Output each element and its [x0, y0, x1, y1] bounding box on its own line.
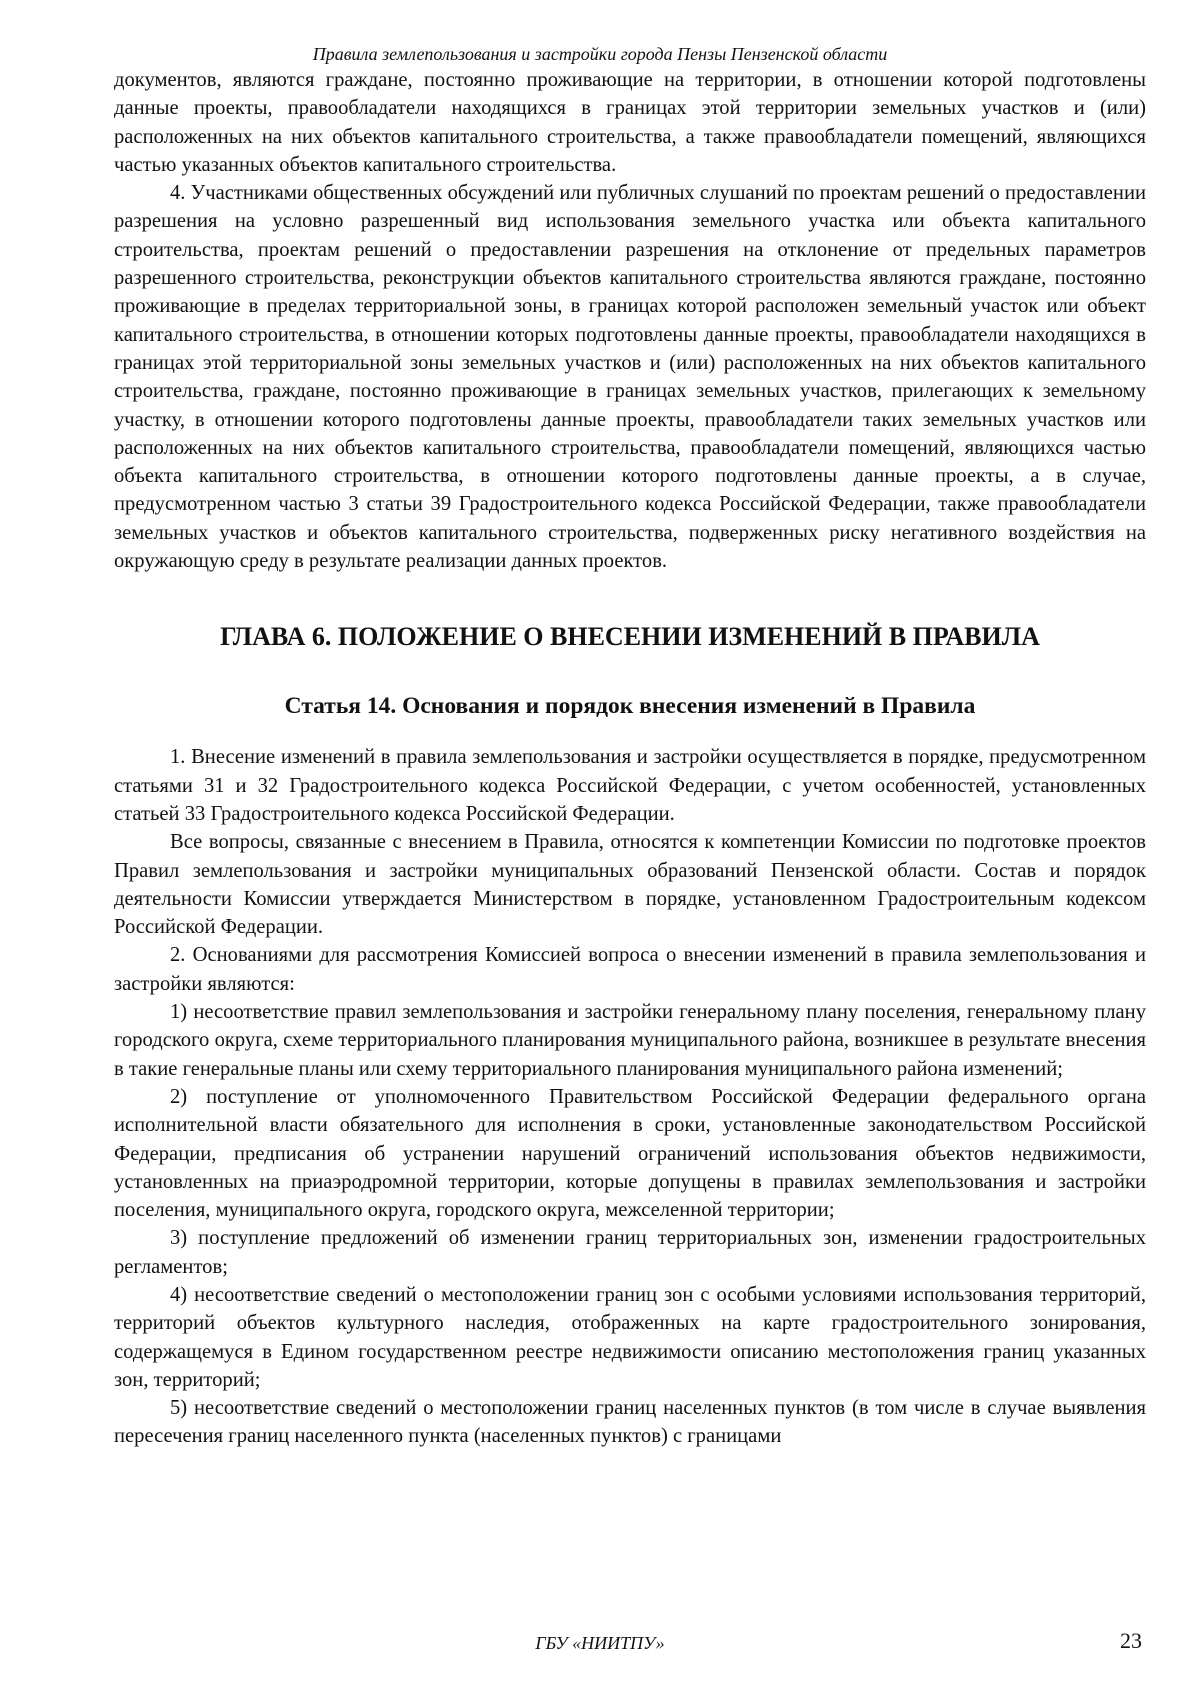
list-item-3: 3) поступление предложений об изменении границ территориальных зон, изменении градостроительных регламентов;	[114, 1227, 1146, 1278]
article-heading: Статья 14. Основания и порядок внесения изменений в Правила	[284, 693, 976, 720]
chapter-heading: ГЛАВА 6. ПОЛОЖЕНИЕ О ВНЕСЕНИИ ИЗМЕНЕНИЙ В ПРАВИЛА	[220, 622, 1040, 652]
paragraph-commission: Все вопросы, связанные с внесением в Правила, относятся к компетенции Комиссии по подготовке проектов Правил землепользования и застройки муниципальных образований Пензенской области. Состав и порядок деятельности Комиссии утверждается Министерством в порядке, установленном Градостроительным кодексом Российской Федерации.	[114, 831, 1146, 939]
paragraph-1: 1. Внесение изменений в правила землепользования и застройки осуществляется в порядке, предусмотренном статьями 31 и 32 Градостроительного кодекса Российской Федерации, с учетом особенностей, установленных статьей 33 Градостроительного кодекса Российской Федерации.	[114, 746, 1146, 825]
spacer	[114, 721, 1146, 743]
list-item-4: 4) несоответствие сведений о местоположении границ зон с особыми условиями использования территорий, территорий объектов культурного наследия, отображенных на карте градостроительного зонирования, содержащемуся в Едином государственном реестре недвижимости описанию местоположения границ указанных зон, территорий;	[114, 1283, 1146, 1391]
document-body	[114, 66, 1146, 1451]
list-item-2: 2) поступление от уполномоченного Правительством Российской Федерации федерального органа исполнительной власти обязательного для исполнения в сроки, установленные законодательством Российской Федерации, предписания об устранении нарушений ограничений использования объектов недвижимости, установленных на приаэродромной территории, которые допущены в правилах землепользования и застройки поселения, муниципального округа, городского округа, межселенной территории;	[114, 1085, 1146, 1222]
list-item-1: 1) несоответствие правил землепользования и застройки генеральному плану поселения, генеральному плану городского округа, схеме территориального планирования муниципального района, возникшее в результате внесения в такие генеральные планы или схему территориального планирования муниципального района изменений;	[114, 1001, 1146, 1080]
running-header: Правила землепользования и застройки города Пензы Пензенской области	[312, 44, 888, 64]
list-item-5: 5) несоответствие сведений о местоположении границ населенных пунктов (в том числе в случае выявления пересечения границ населенного пункта (населенных пунктов) с границами	[114, 1397, 1146, 1448]
paragraph-2: 2. Основаниями для рассмотрения Комиссией вопроса о внесении изменений в правила землепользования и застройки являются:	[114, 944, 1146, 995]
paragraph-4: 4. Участниками общественных обсуждений или публичных слушаний по проектам решений о предоставлении разрешения на условно разрешенный вид использования земельного участка или объекта капитального строительства, проектам решений о предоставлении разрешения на отклонение от предельных параметров разрешенного строительства, реконструкции объектов капитального строительства являются граждане, постоянно проживающие в пределах территориальной зоны, в границах которой расположен земельный участок или объект капитального строительства, в отношении которых подготовлены данные проекты, правообладатели находящихся в границах этой территориальной зоны земельных участков и (или) расположенных на них объектов капитального строительства, граждане, постоянно проживающие в границах земельных участков, прилегающих к земельному участку, в отношении которого подготовлены данные проекты, правообладатели таких земельных участков или расположенных на них объектов капитального строительства, правообладатели помещений, являющихся частью объекта капитального строительства, в отношении которого подготовлены данные проекты, а в случае, предусмотренном частью 3 статьи 39 Градостроительного кодекса Российской Федерации, также правообладатели земельных участков и объектов капитального строительства, подверженных риску негативного воздействия на окружающую среду в результате реализации данных проектов.	[114, 182, 1146, 573]
paragraph-continuation: документов, являются граждане, постоянно проживающие на территории, в отношении которой подготовлены данные проекты, правообладатели находящихся в границах этой территории земельных участков и (или) расположенных на них объектов капитального строительства, а также правообладатели помещений, являющихся частью указанных объектов капитального строительства.	[114, 69, 1146, 176]
footer-organization: ГБУ «НИИТПУ»	[535, 1633, 665, 1653]
page-number: 23	[1120, 1628, 1142, 1653]
